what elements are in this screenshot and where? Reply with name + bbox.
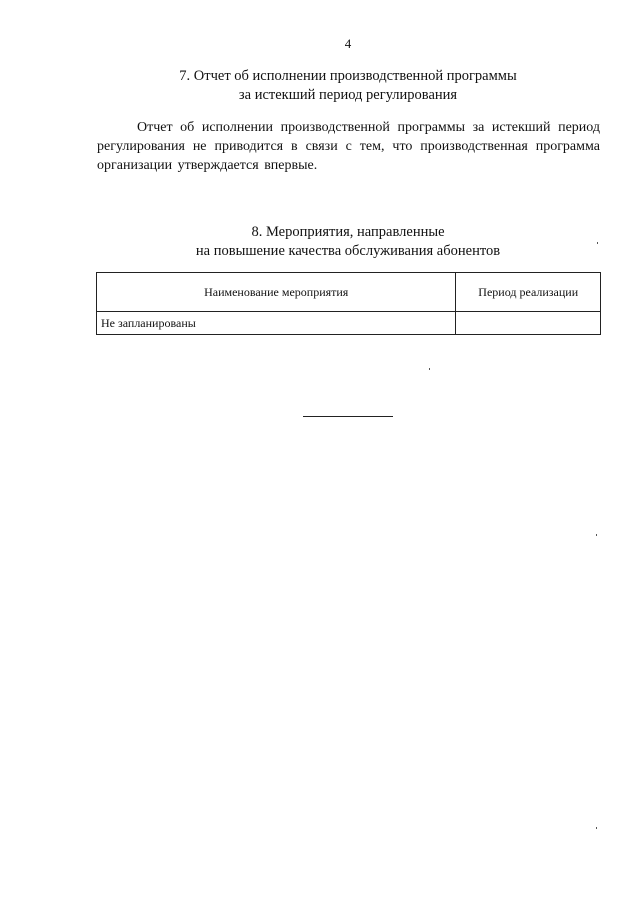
header-event-name: Наименование мероприятия [97, 273, 456, 312]
section-7-title-line2: за истекший период регулирования [238, 87, 458, 103]
end-divider [303, 416, 393, 417]
cell-event-name: Не запланированы [97, 312, 456, 335]
section-8-title-line1: 8. Мероприятия, направленные [251, 224, 445, 240]
page-number: 4 [344, 36, 352, 51]
cell-period [456, 312, 601, 335]
scan-speck [596, 534, 597, 536]
section-8-heading [0, 223, 640, 261]
section-7-title-line1: 7. Отчет об исполнении производственной программы [179, 68, 517, 84]
table-row [97, 312, 601, 335]
scan-speck [429, 368, 430, 370]
events-table [96, 272, 601, 335]
section-7-paragraph: Отчет об исполнении производственной программы за истекший период регулирования не приводится в связи с тем, что производственная программа организации утверждается впервые. [97, 120, 600, 173]
section-7-heading [0, 67, 640, 105]
section-8-title-line2: на повышение качества обслуживания абонентов [195, 243, 501, 259]
header-period: Период реализации [456, 273, 601, 312]
scan-speck [597, 242, 598, 244]
scan-speck [596, 827, 597, 829]
table-header-row [97, 273, 601, 312]
